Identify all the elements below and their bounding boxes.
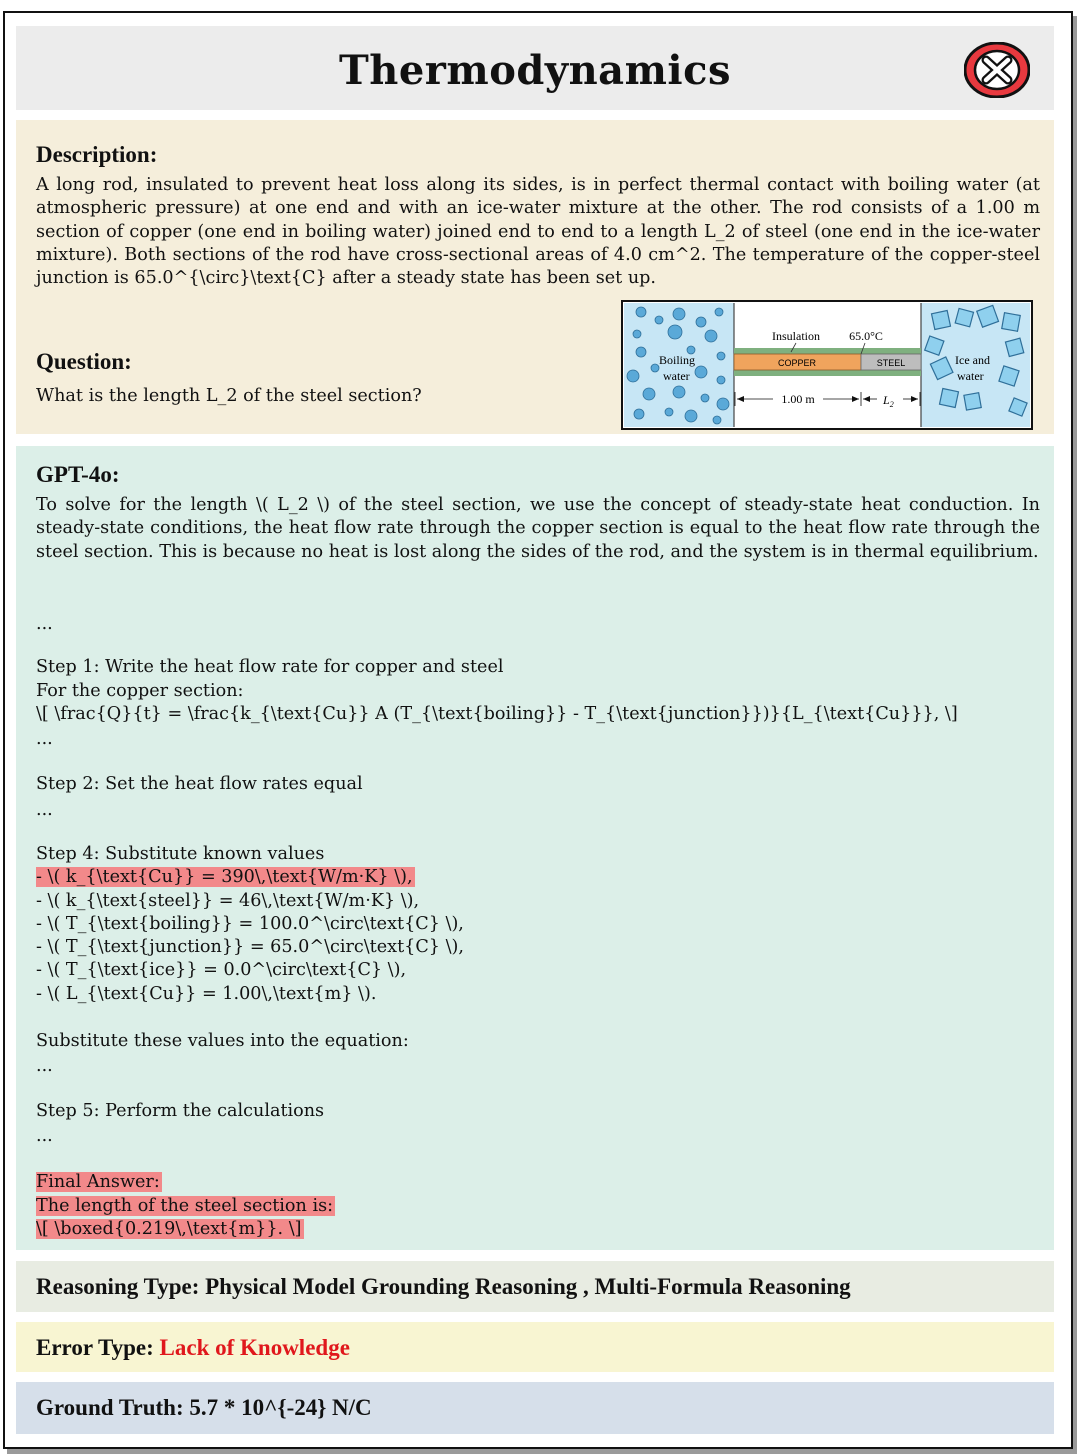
error-type-value: Lack of Knowledge bbox=[159, 1335, 350, 1360]
boiling-water-label-2: water bbox=[663, 369, 690, 383]
step-2-heading: Step 2: Set the heat flow rates equal bbox=[36, 774, 363, 794]
step-1-heading: Step 1: Write the heat flow rate for copper and steel bbox=[36, 657, 504, 677]
ice-water-label-1: Ice and bbox=[955, 353, 990, 367]
final-answer-label: Final Answer: bbox=[36, 1172, 160, 1192]
value-line: - \( T_{\text{ice}} = 0.0^\circ\text{C} \), bbox=[36, 960, 407, 980]
ellipsis-line: ... bbox=[36, 729, 53, 749]
steel-length-subscript: 2 bbox=[889, 400, 894, 409]
ellipsis-line: ... bbox=[36, 1126, 53, 1146]
boiling-water-label-1: Boiling bbox=[659, 353, 696, 367]
model-intro: To solve for the length \( L_2 \) of the steel section, we use the concept of steady-state heat conduction. In steady-state conditions, the heat flow rate through the copper section is equal to the heat flow rate through the steel section. This is because no heat is lost along the sides of the rod, and the system is in thermal equilibrium. bbox=[36, 495, 1040, 562]
value-line: - \( L_{\text{Cu}} = 1.00\,\text{m} \). bbox=[36, 984, 377, 1004]
description-label: Description: bbox=[36, 142, 158, 167]
question-text: What is the length L_2 of the steel section? bbox=[36, 386, 422, 406]
ground-truth-label: Ground Truth: bbox=[36, 1395, 184, 1420]
model-response-panel bbox=[16, 446, 1054, 1250]
junction-temp-label: 65.0°C bbox=[849, 329, 883, 343]
final-answer-text: The length of the steel section is: bbox=[36, 1196, 334, 1216]
error-type-bar bbox=[16, 1322, 1054, 1372]
copper-section-line: For the copper section: bbox=[36, 681, 244, 701]
ellipsis-line: ... bbox=[36, 1056, 53, 1076]
ground-truth-bar bbox=[16, 1382, 1054, 1434]
reasoning-type-bar bbox=[16, 1261, 1054, 1312]
error-type-label: Error Type: bbox=[36, 1335, 154, 1360]
value-line: - \( k_{\text{steel}} = 46\,\text{W/m·K} \), bbox=[36, 891, 420, 911]
step-4-heading: Step 4: Substitute known values bbox=[36, 844, 325, 864]
ground-truth-value: 5.7 * 10^{-24} N/C bbox=[189, 1395, 372, 1420]
steel-label: STEEL bbox=[876, 358, 906, 368]
copper-length-label: 1.00 m bbox=[781, 392, 815, 406]
highlighted-value-line: - \( k_{\text{Cu}} = 390\,\text{W/m·K} \), bbox=[36, 867, 413, 887]
value-line: - \( T_{\text{boiling}} = 100.0^\circ\text{C} \), bbox=[36, 914, 464, 934]
model-label: GPT-4o: bbox=[36, 462, 120, 487]
value-line: - \( T_{\text{junction}} = 65.0^\circ\text{C} \), bbox=[36, 937, 464, 957]
substitute-line: Substitute these values into the equation: bbox=[36, 1031, 409, 1051]
rod-diagram bbox=[621, 300, 1033, 430]
insulation-label: Insulation bbox=[772, 329, 820, 343]
reasoning-type-value: Physical Model Grounding Reasoning , Multi-Formula Reasoning bbox=[205, 1274, 851, 1299]
final-answer-value: \[ \boxed{0.219\,\text{m}}. \] bbox=[36, 1219, 302, 1239]
page-title: Thermodynamics bbox=[339, 47, 731, 94]
copper-label: COPPER bbox=[777, 358, 817, 368]
description-text: A long rod, insulated to prevent heat loss along its sides, is in perfect thermal contact with boiling water (at atmospheric pressure) at one end and with an ice-water mixture at the other. The rod consists of a 1.00 m section of copper (one end in boiling water) joined end to end to a length L_2 of steel (one end in the ice-water mixture). Both sections of the rod have cross-sectional areas of 4.0 cm^2. The temperature of the copper-steel junction is 65.0^{\circ}\text{C} after a steady state has been set up. bbox=[36, 175, 1040, 289]
question-label: Question: bbox=[36, 349, 132, 374]
close-circle-icon bbox=[964, 42, 1030, 98]
description-panel bbox=[16, 120, 1054, 434]
steel-length-label: L bbox=[883, 393, 890, 407]
ellipsis-line: ... bbox=[36, 614, 53, 634]
title-bar bbox=[16, 26, 1054, 110]
reasoning-type-label: Reasoning Type: bbox=[36, 1274, 200, 1299]
ice-water-label-2: water bbox=[957, 369, 984, 383]
ellipsis-line: ... bbox=[36, 800, 53, 820]
heat-flow-formula: \[ \frac{Q}{t} = \frac{k_{\text{Cu}} A (T_{\text{boiling}} - T_{\text{junction}})}{L_{\text{Cu}}}, \] bbox=[36, 704, 958, 724]
step-5-heading: Step 5: Perform the calculations bbox=[36, 1101, 325, 1121]
